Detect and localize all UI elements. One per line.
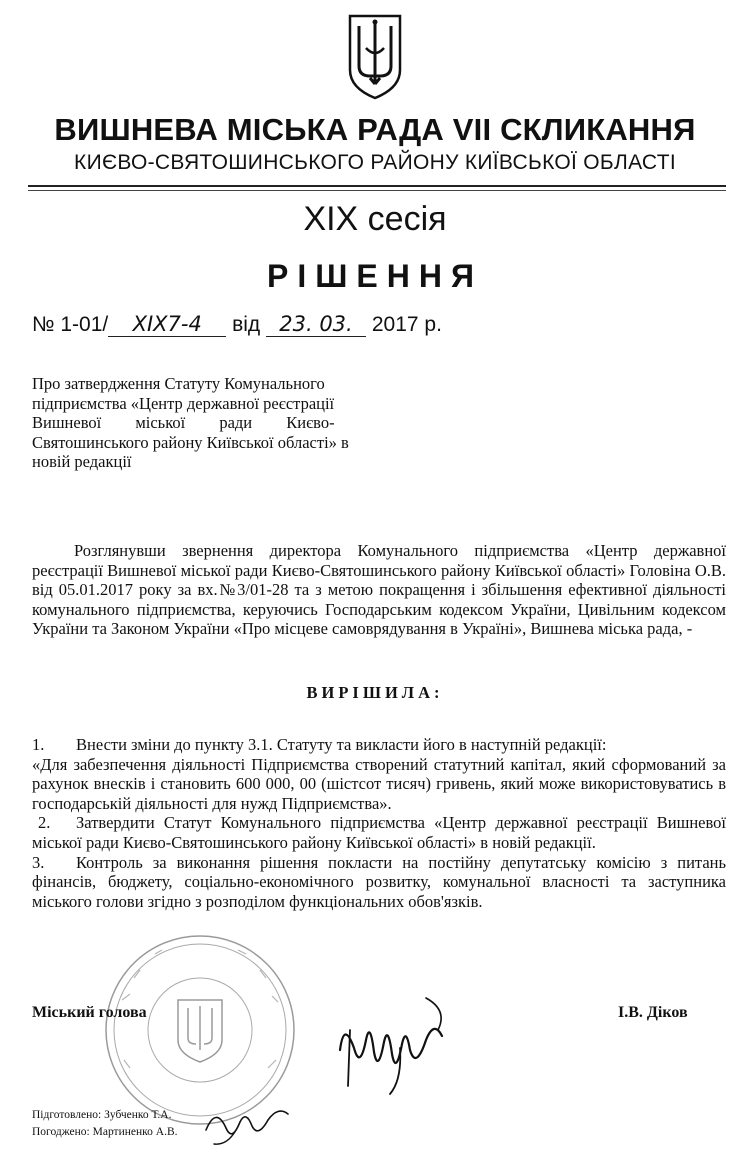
- list-item: [32, 813, 726, 852]
- item-number: 1.: [32, 735, 45, 754]
- item-number: 3.: [32, 852, 45, 872]
- subject-line: Про затвердження Статуту Комунального: [32, 374, 325, 393]
- list-item: [32, 735, 726, 755]
- org-subtitle: КИЄВО-СВЯТОШИНСЬКОГО РАЙОНУ КИЇВСЬКОЇ ОБЛАСТІ: [74, 151, 676, 174]
- subject-line: Святошинського району Київської області» в: [32, 432, 349, 452]
- item-text: Контроль за виконання рішення покласти на постійну депутатську комісію з питань фінансів, бюджету, соціально-економічного розвитку, комунальної власності та заступника міського голови згідно з розподілом функціональних обов'язків.: [32, 852, 726, 911]
- subject-line: Вишневої міської ради Києво-: [32, 413, 335, 432]
- item-text: Внести зміни до пункту 3.1. Статуту та викласти його в наступній редакції:: [76, 735, 607, 754]
- document-type: РІШЕННЯ: [267, 258, 483, 294]
- decision-date: 23. 03.: [266, 312, 366, 337]
- initials-signature: [200, 1100, 295, 1148]
- subject-line: новій редакції: [32, 452, 132, 471]
- decision-number-line: [32, 312, 442, 337]
- trident-icon: [346, 12, 404, 100]
- header-divider-thin: [28, 190, 726, 191]
- item-list: [32, 735, 726, 911]
- session-label: XIX сесія: [303, 200, 447, 238]
- subject-block: [32, 374, 392, 472]
- approval-block: [32, 1107, 178, 1141]
- handwritten-signature: [330, 990, 460, 1100]
- item-quote: «Для забезпечення діяльності Підприємства створений статутний капітал, який сформований за рахунок внесків і становить 600 000, 00 (шістсот тисяч) гривень, який може використовуватись в господарській діяльності для нужд Підприємства».: [32, 754, 726, 813]
- signature-name: І.В. Діков: [618, 1004, 688, 1021]
- subject-line: підприємства «Центр державної реєстрації: [32, 393, 335, 413]
- number-prefix: № 1-01/: [32, 313, 109, 336]
- preamble: Розглянувши звернення директора Комунального підприємства «Центр державної реєстрації Вишневої міської ради Києво-Святошинського району Київської області» Головіна О.В. від 05.01.2017 року за вх.№3/01-28 та з метою покращення і збільшення ефективної діяльності комунального підприємства, керуючись Господарським кодексом України, Цивільним кодексом України та Законом України «Про місцеве самоврядування в Україні», Вишнева міська рада, -: [32, 541, 726, 639]
- decision-number: XIX7-4: [108, 312, 226, 337]
- prepared-by: Підготовлено: Зубченко Т.А.: [32, 1109, 172, 1121]
- item-text: Затвердити Статут Комунального підприємства «Центр державної реєстрації Вишневої міської ради Києво-Святошинського району Київської області» в новій редакції.: [32, 813, 726, 852]
- header-divider: [28, 185, 726, 187]
- list-item: [32, 853, 726, 912]
- agreed-by: Погоджено: Мартиненко А.В.: [32, 1126, 178, 1138]
- item-number: 2.: [38, 813, 51, 833]
- decision-year: 2017 р.: [371, 313, 442, 336]
- resolved-heading: ВИРІШИЛА:: [306, 683, 444, 702]
- signature-title: Міський голова: [32, 1004, 147, 1021]
- org-title: ВИШНЕВА МІСЬКА РАДА VII СКЛИКАННЯ: [54, 112, 696, 147]
- from-label: від: [232, 313, 261, 336]
